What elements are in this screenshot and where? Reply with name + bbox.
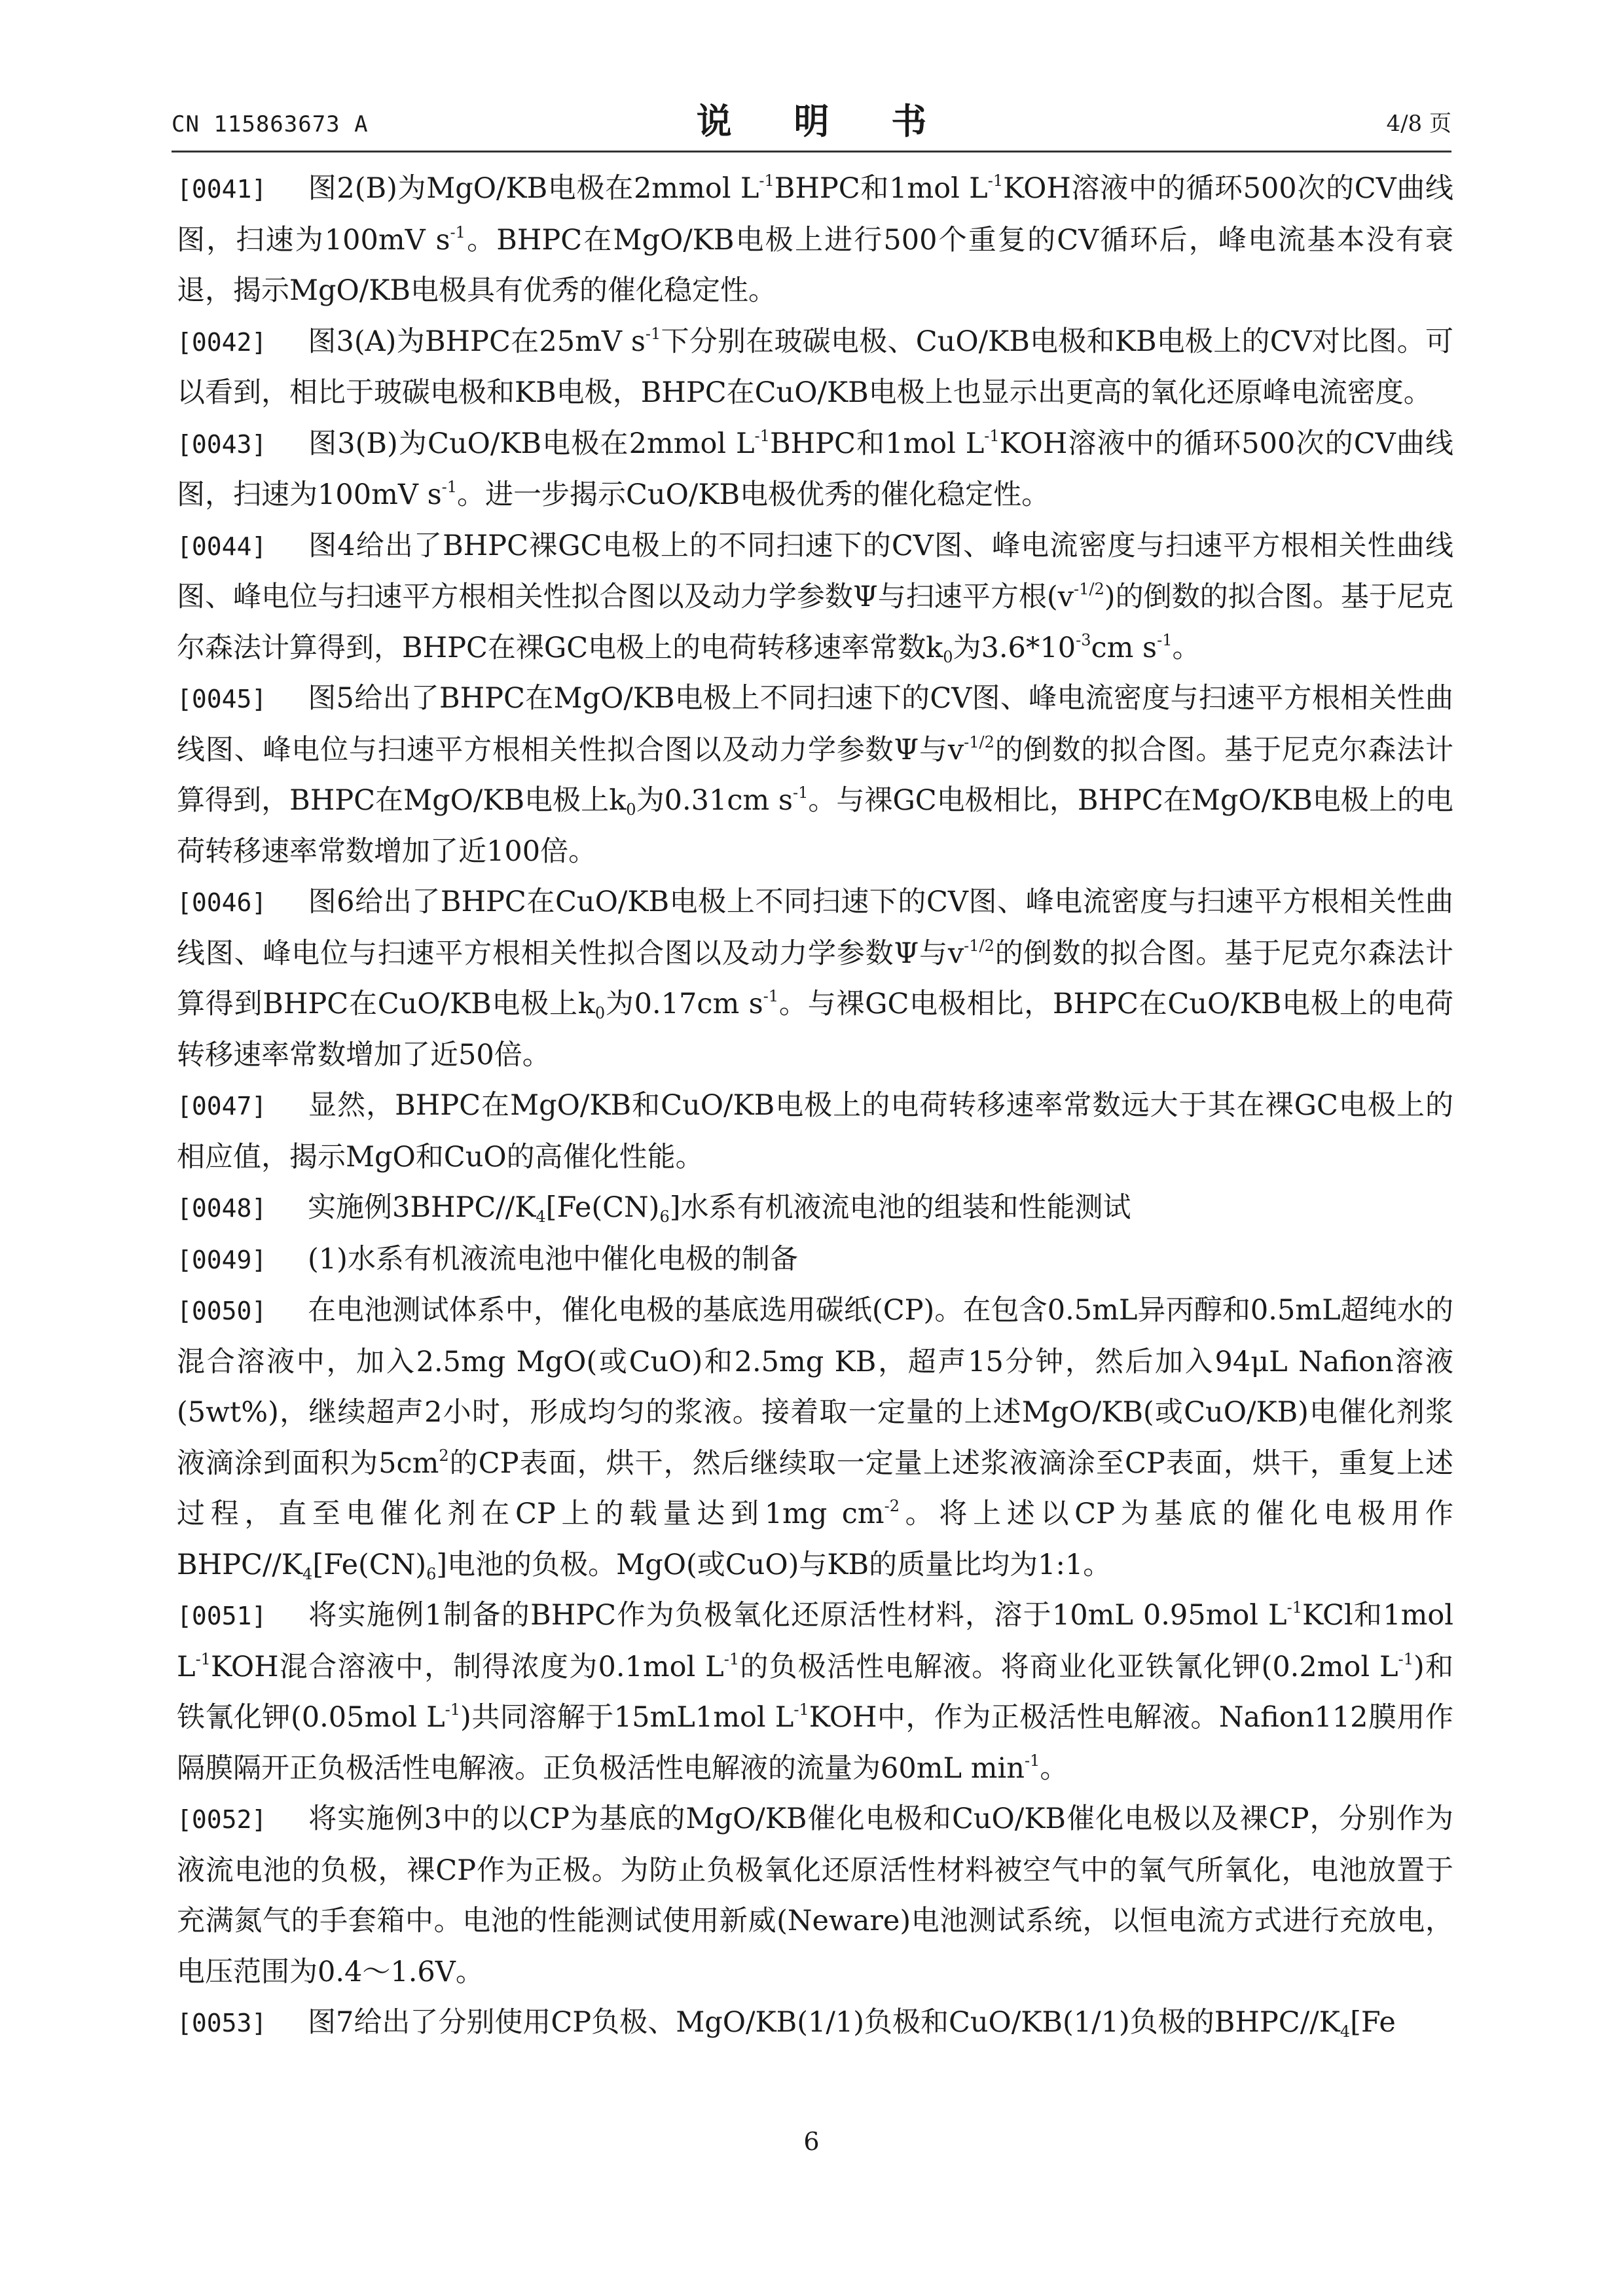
- paragraph-number: [0049]: [177, 1245, 267, 1274]
- paragraph-text: 将实施例1制备的BHPC作为负极氧化还原活性材料，溶于10mL 0.95mol $L^{-1}KCl$和1mol $L^{-1}KOH$混合溶液中，制得浓度为0.1mol $L^{-1}$的负极活性电解液。将商业化亚铁氰化钾(0.2mol $L^{-1}$)和铁氰化钾(0.05mol $L^{-1}$)共同溶解于15mL1mol $L^{-1}KOH$中，作为正极活性电解液。Nafion112膜用作隔膜隔开正负极活性电解液。正负极活性电解液的流量为60mL $\min^{-1}$。: [177, 1598, 1453, 1785]
- paragraph: [177, 877, 1453, 1081]
- paragraph: [177, 1590, 1453, 1794]
- paragraph-text: 图4给出了BHPC裸GC电极上的不同扫速下的CV图、峰电流密度与扫速平方根相关性曲线图、峰电位与扫速平方根相关性拟合图以及动力学参数Ψ与扫速平方根$(v^{-1/2})$的倒数的拟合图。基于尼克尔森法计算得到，BHPC在裸GC电极上的电荷转移速率常数$k_0$为$3.6*10^{-3}cm$ $s^{-1}$。: [177, 529, 1454, 666]
- paragraph-text: 显然，BHPC在MgO/KB和CuO/KB电极上的电荷转移速率常数远大于其在裸GC电极上的相应值，揭示MgO和CuO的高催化性能。: [177, 1089, 1453, 1174]
- paragraph-number: [0052]: [177, 1805, 267, 1834]
- paragraph-text: 图2(B)为MgO/KB电极在2mmol $L^{-1}BHPC$和1mol $L^{-1}KOH$溶液中的循环500次的CV曲线图，扫速为100mV $s^{-1}$。BHPC在MgO/KB电极上进行500个重复的CV循环后，峰电流基本没有衰退，揭示MgO/KB电极具有优秀的催化稳定性。: [177, 171, 1454, 307]
- page-title: 说 明 书: [696, 101, 952, 142]
- paragraph: [177, 673, 1453, 877]
- paragraph: [177, 521, 1453, 674]
- page-header: [172, 92, 1451, 151]
- paragraph-number: [0045]: [177, 685, 267, 713]
- paragraph-text: 在电池测试体系中，催化电极的基底选用碳纸(CP)。在包含0.5mL异丙醇和0.5mL超纯水的混合溶液中，加入2.5mg MgO(或CuO)和2.5mg KB，超声15分钟，然后加入94μL Nafion溶液(5wt%)，继续超声2小时，形成均匀的浆液。接着取一定量的上述MgO/KB(或CuO/KB)电催化剂浆液滴涂到面积为$5cm^2$的CP表面，烘干，然后继续取一定量上述浆液滴涂至CP表面，烘干，重复上述过程，直至电催化剂在CP上的载量达到1mg $cm^{-2}$。将上述以CP为基底的催化电极用作BHPC/$/K_4[Fe(CN)_6]$电池的负极。MgO(或CuO)与KB的质量比均为1:1。: [177, 1294, 1453, 1583]
- paragraph: [177, 419, 1453, 521]
- paragraph-number: [0053]: [177, 2009, 267, 2037]
- paragraph: [177, 1234, 1453, 1286]
- paragraph: [177, 1081, 1453, 1183]
- paragraph-number: [0051]: [177, 1602, 267, 1630]
- paragraph-text: (1)水系有机液流电池中催化电极的制备: [308, 1242, 798, 1276]
- paragraph: [177, 1183, 1453, 1234]
- paragraph: [177, 1998, 1453, 2049]
- paragraph-text: 将实施例3中的以CP为基底的MgO/KB催化电极和CuO/KB催化电极以及裸CP，分别作为液流电池的负极，裸CP作为正极。为防止负极氧化还原活性材料被空气中的氧气所氧化，电池放置于充满氮气的手套箱中。电池的性能测试使用新威(Neware)电池测试系统，以恒电流方式进行充放电，电压范围为0.4～1.6V。: [177, 1803, 1453, 1988]
- paragraph: [177, 1794, 1453, 1998]
- paragraph-number: [0046]: [177, 888, 267, 917]
- page-info: 4/8 页: [1386, 111, 1451, 137]
- header-rule: [172, 151, 1451, 152]
- paragraph-text: 图3(B)为CuO/KB电极在2mmol $L^{-1}BHPC$和1mol $L^{-1}KOH$溶液中的循环500次的CV曲线图，扫速为100mV $s^{-1}$。进一步揭示CuO/KB电极优秀的催化稳定性。: [177, 426, 1453, 511]
- paragraph-text: 图3(A)为BHPC在25mV $s^{-1}$下分别在玻碳电极、CuO/KB电极和KB电极上的CV对比图。可以看到，相比于玻碳电极和KB电极，BHPC在CuO/KB电极上也显示出更高的氧化还原峰电流密度。: [177, 324, 1453, 409]
- paragraph-text: 图6给出了BHPC在CuO/KB电极上不同扫速下的CV图、峰电流密度与扫速平方根相关性曲线图、峰电位与扫速平方根相关性拟合图以及动力学参数Ψ与$v^{-1/2}$的倒数的拟合图。基于尼克尔森法计算得到BHPC在CuO/KB电极上$k_0$为0.17cm $s^{-1}$。与裸GC电极相比，BHPC在CuO/KB电极上的电荷转移速率常数增加了近50倍。: [177, 886, 1453, 1071]
- paragraph-number: [0047]: [177, 1092, 267, 1121]
- paragraph-text: 图7给出了分别使用CP负极、MgO/KB(1/1)负极和CuO/KB(1/1)负极的BHPC/$/K_4[Fe$: [308, 2006, 1396, 2041]
- paragraph: [177, 317, 1453, 419]
- paragraph-text: 实施例$3BHPC//K_4[Fe(CN)_6]$水系有机液流电池的组装和性能测试: [308, 1191, 1131, 1226]
- paragraph-number: [0041]: [177, 175, 267, 204]
- paragraph: [177, 164, 1453, 317]
- paragraph-text: 图5给出了BHPC在MgO/KB电极上不同扫速下的CV图、峰电流密度与扫速平方根相关性曲线图、峰电位与扫速平方根相关性拟合图以及动力学参数Ψ与$v^{-1/2}$的倒数的拟合图。基于尼克尔森法计算得到，BHPC在MgO/KB电极上$k_0$为0.31cm $s^{-1}$。与裸GC电极相比，BHPC在MgO/KB电极上的电荷转移速率常数增加了近100倍。: [177, 682, 1453, 868]
- paragraph-number: [0042]: [177, 327, 267, 357]
- body-text: [177, 164, 1453, 2049]
- paragraph: [177, 1285, 1453, 1590]
- paragraph-number: [0048]: [177, 1194, 267, 1223]
- document-id: CN 115863673 A: [172, 111, 369, 137]
- paragraph-number: [0043]: [177, 429, 267, 459]
- page-number: 6: [803, 2127, 820, 2156]
- paragraph-number: [0044]: [177, 531, 267, 561]
- paragraph-number: [0050]: [177, 1297, 267, 1325]
